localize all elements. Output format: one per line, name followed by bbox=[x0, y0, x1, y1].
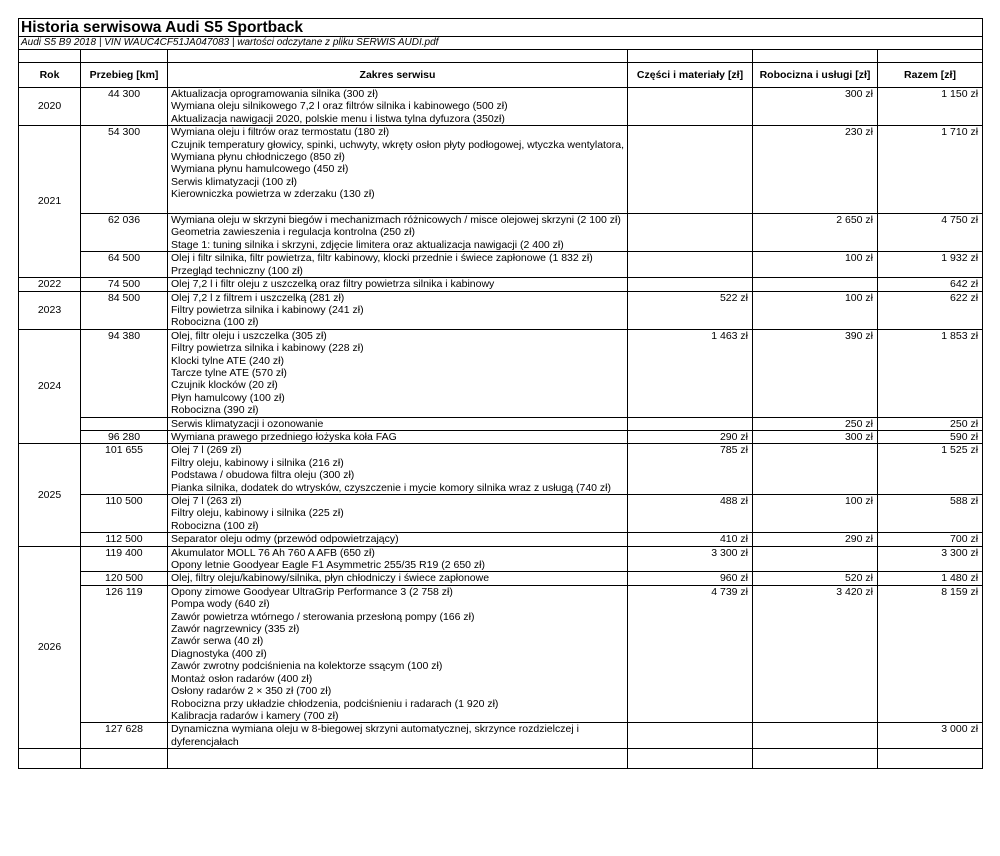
table-row bbox=[19, 723, 983, 749]
service-line: Stage 1: tuning silnika i skrzyni, zdjęcie limitera oraz aktualizacja nawigacji (2 400 zł) bbox=[171, 238, 564, 251]
service-scope-cell bbox=[168, 329, 628, 417]
parts-cost-cell: 1 463 zł bbox=[628, 329, 753, 417]
service-line: Montaż osłon radarów (400 zł) bbox=[171, 672, 313, 685]
service-line: Wymiana prawego przedniego łożyska koła FAG bbox=[171, 430, 397, 443]
total-cost-cell: 250 zł bbox=[878, 417, 983, 430]
total-cost-cell: 1 480 zł bbox=[878, 572, 983, 585]
labor-cost-cell: 100 zł bbox=[753, 495, 878, 533]
parts-cost-cell bbox=[628, 723, 753, 749]
table-row bbox=[19, 533, 983, 546]
service-line: Olej, filtry oleju/kabinowy/silnika, płyn chłodniczy i świece zapłonowe bbox=[171, 572, 490, 585]
total-cost-cell: 3 300 zł bbox=[878, 546, 983, 572]
blank-row bbox=[19, 749, 983, 769]
table-row bbox=[19, 291, 983, 329]
service-line: Pianka silnika, dodatek do wtrysków, czyszczenie i mycie komory silnika wraz z usługą (740 zł) bbox=[171, 481, 612, 494]
service-scope-cell bbox=[168, 723, 628, 749]
service-line: Wymiana płynu hamulcowego (450 zł) bbox=[171, 163, 349, 176]
service-line: Zawór zwrotny podciśnienia na kolektorze ssącym (100 zł) bbox=[171, 660, 443, 673]
service-line: Robocizna (100 zł) bbox=[171, 519, 259, 532]
table-row bbox=[19, 126, 983, 214]
service-line: Serwis klimatyzacji (100 zł) bbox=[171, 175, 298, 188]
service-line bbox=[171, 201, 624, 213]
table-row bbox=[19, 572, 983, 585]
service-line: Kalibracja radarów i kamery (700 zł) bbox=[171, 709, 339, 722]
spacer-row bbox=[19, 50, 983, 63]
service-scope-cell bbox=[168, 546, 628, 572]
table-row bbox=[19, 88, 983, 126]
total-cost-cell: 622 zł bbox=[878, 291, 983, 329]
service-line: Zawór nagrzewnicy (335 zł) bbox=[171, 623, 300, 636]
total-cost-cell: 1 150 zł bbox=[878, 88, 983, 126]
service-line: Olej 7 l (263 zł) bbox=[171, 495, 242, 507]
service-scope-cell bbox=[168, 214, 628, 252]
year-cell: 2022 bbox=[19, 278, 81, 291]
service-scope-cell bbox=[168, 291, 628, 329]
parts-cost-cell bbox=[628, 126, 753, 214]
service-line: Czujnik klocków (20 zł) bbox=[171, 379, 278, 392]
labor-cost-cell: 100 zł bbox=[753, 252, 878, 278]
service-line: Filtry oleju, kabinowy i silnika (216 zł) bbox=[171, 456, 344, 469]
service-line: Olej i filtr silnika, filtr powietrza, filtr kabinowy, klocki przednie i świece zapłonowe (1 832 zł) bbox=[171, 252, 593, 265]
service-line: Robocizna (390 zł) bbox=[171, 404, 259, 417]
service-scope-cell bbox=[168, 585, 628, 722]
service-scope-cell bbox=[168, 572, 628, 585]
parts-cost-cell bbox=[628, 278, 753, 291]
mileage-cell: 112 500 bbox=[81, 533, 168, 546]
header-rok: Rok bbox=[19, 63, 81, 88]
mileage-cell: 44 300 bbox=[81, 88, 168, 126]
table-row bbox=[19, 214, 983, 252]
header-zakres: Zakres serwisu bbox=[168, 63, 628, 88]
parts-cost-cell: 522 zł bbox=[628, 291, 753, 329]
service-line: Klocki tylne ATE (240 zł) bbox=[171, 354, 285, 367]
service-line: Czujnik temperatury głowicy, spinki, uchwyty, wkręty osłon płyty podłogowej, wtyczka wentylatora, bbox=[171, 138, 625, 151]
service-scope-cell bbox=[168, 88, 628, 126]
parts-cost-cell bbox=[628, 88, 753, 126]
service-scope-cell bbox=[168, 430, 628, 443]
service-line: Wymiana oleju i filtrów oraz termostatu (180 zł) bbox=[171, 126, 390, 139]
service-scope-cell bbox=[168, 252, 628, 278]
service-line: Wymiana oleju silnikowego 7,2 l oraz filtrów silnika i kabinowego (500 zł) bbox=[171, 100, 508, 113]
service-line: Pompa wody (640 zł) bbox=[171, 598, 270, 611]
mileage-cell: 64 500 bbox=[81, 252, 168, 278]
service-history-sheet bbox=[18, 18, 982, 769]
service-line: Podstawa / obudowa filtra oleju (300 zł) bbox=[171, 469, 355, 482]
service-scope-cell bbox=[168, 533, 628, 546]
labor-cost-cell: 290 zł bbox=[753, 533, 878, 546]
sheet-subtitle: Audi S5 B9 2018 | VIN WAUC4CF51JA047083 | wartości odczytane z pliku SERWIS AUDI.pdf bbox=[19, 37, 983, 50]
service-line: Zawór serwa (40 zł) bbox=[171, 635, 264, 648]
service-line: Aktualizacja nawigacji 2020, polskie menu i listwa tylna dyfuzora (350zł) bbox=[171, 112, 505, 125]
year-cell: 2025 bbox=[19, 444, 81, 546]
labor-cost-cell: 520 zł bbox=[753, 572, 878, 585]
mileage-cell: 126 119 bbox=[81, 585, 168, 722]
service-line: Opony letnie Goodyear Eagle F1 Asymmetric 255/35 R19 (2 650 zł) bbox=[171, 559, 485, 572]
service-line: Filtry powietrza silnika i kabinowy (228 zł) bbox=[171, 342, 364, 355]
labor-cost-cell bbox=[753, 444, 878, 495]
table-row bbox=[19, 278, 983, 291]
service-line: Przegląd techniczny (100 zł) bbox=[171, 264, 303, 277]
service-line: Dynamiczna wymiana oleju w 8-biegowej skrzyni automatycznej, skrzynce rozdzielczej i bbox=[171, 723, 579, 736]
service-scope-cell bbox=[168, 444, 628, 495]
mileage-cell bbox=[81, 417, 168, 430]
year-cell: 2021 bbox=[19, 126, 81, 278]
total-cost-cell: 1 710 zł bbox=[878, 126, 983, 214]
mileage-cell: 127 628 bbox=[81, 723, 168, 749]
labor-cost-cell: 2 650 zł bbox=[753, 214, 878, 252]
mileage-cell: 62 036 bbox=[81, 214, 168, 252]
total-cost-cell: 3 000 zł bbox=[878, 723, 983, 749]
service-line: Wymiana oleju w skrzyni biegów i mechanizmach różnicowych / misce olejowej skrzyni (2 100 zł) bbox=[171, 214, 621, 227]
service-line: Olej 7,2 l i filtr oleju z uszczelką oraz filtry powietrza silnika i kabinowy bbox=[171, 278, 495, 291]
labor-cost-cell: 300 zł bbox=[753, 88, 878, 126]
total-cost-cell: 590 zł bbox=[878, 430, 983, 443]
service-scope-cell bbox=[168, 417, 628, 430]
parts-cost-cell: 488 zł bbox=[628, 495, 753, 533]
labor-cost-cell: 100 zł bbox=[753, 291, 878, 329]
total-cost-cell: 1 932 zł bbox=[878, 252, 983, 278]
year-cell: 2020 bbox=[19, 88, 81, 126]
total-cost-cell: 700 zł bbox=[878, 533, 983, 546]
service-line: Zawór powietrza wtórnego / sterowania przesłoną pompy (166 zł) bbox=[171, 610, 475, 623]
service-scope-cell bbox=[168, 278, 628, 291]
parts-cost-cell: 290 zł bbox=[628, 430, 753, 443]
service-line: Płyn hamulcowy (100 zł) bbox=[171, 391, 285, 404]
total-cost-cell: 642 zł bbox=[878, 278, 983, 291]
mileage-cell: 96 280 bbox=[81, 430, 168, 443]
mileage-cell: 119 400 bbox=[81, 546, 168, 572]
service-line: Robocizna (100 zł) bbox=[171, 316, 259, 329]
labor-cost-cell: 300 zł bbox=[753, 430, 878, 443]
header-przebieg: Przebieg [km] bbox=[81, 63, 168, 88]
mileage-cell: 54 300 bbox=[81, 126, 168, 214]
table-row bbox=[19, 417, 983, 430]
service-line: dyferencjałach bbox=[171, 735, 239, 748]
labor-cost-cell: 3 420 zł bbox=[753, 585, 878, 722]
year-cell: 2024 bbox=[19, 329, 81, 444]
service-line: Kierowniczka powietrza w zderzaku (130 zł) bbox=[171, 188, 375, 201]
year-cell: 2023 bbox=[19, 291, 81, 329]
parts-cost-cell: 785 zł bbox=[628, 444, 753, 495]
parts-cost-cell: 4 739 zł bbox=[628, 585, 753, 722]
service-line: Akumulator MOLL 76 Ah 760 A AFB (650 zł) bbox=[171, 546, 375, 559]
parts-cost-cell: 410 zł bbox=[628, 533, 753, 546]
parts-cost-cell: 3 300 zł bbox=[628, 546, 753, 572]
service-line: Olej, filtr oleju i uszczelka (305 zł) bbox=[171, 329, 327, 342]
mileage-cell: 120 500 bbox=[81, 572, 168, 585]
parts-cost-cell bbox=[628, 417, 753, 430]
service-line: Filtry powietrza silnika i kabinowy (241 zł) bbox=[171, 303, 364, 316]
service-line: Diagnostyka (400 zł) bbox=[171, 647, 267, 660]
parts-cost-cell bbox=[628, 214, 753, 252]
total-cost-cell: 4 750 zł bbox=[878, 214, 983, 252]
service-line: Olej 7 l (269 zł) bbox=[171, 444, 242, 457]
mileage-cell: 110 500 bbox=[81, 495, 168, 533]
table-row bbox=[19, 585, 983, 722]
mileage-cell: 74 500 bbox=[81, 278, 168, 291]
service-scope-cell bbox=[168, 495, 628, 533]
labor-cost-cell bbox=[753, 723, 878, 749]
labor-cost-cell: 230 zł bbox=[753, 126, 878, 214]
service-line: Opony zimowe Goodyear UltraGrip Performance 3 (2 758 zł) bbox=[171, 585, 453, 598]
table-row bbox=[19, 444, 983, 495]
total-cost-cell: 8 159 zł bbox=[878, 585, 983, 722]
mileage-cell: 94 380 bbox=[81, 329, 168, 417]
service-line: Aktualizacja oprogramowania silnika (300 zł) bbox=[171, 88, 379, 100]
total-cost-cell: 1 853 zł bbox=[878, 329, 983, 417]
service-line: Robocizna przy układzie chłodzenia, podciśnieniu i radarach (1 920 zł) bbox=[171, 697, 499, 710]
header-robocizna: Robocizna i usługi [zł] bbox=[753, 63, 878, 88]
header-czesci: Części i materiały [zł] bbox=[628, 63, 753, 88]
header-row bbox=[19, 63, 983, 88]
service-line: Wymiana płynu chłodniczego (850 zł) bbox=[171, 151, 345, 164]
labor-cost-cell bbox=[753, 546, 878, 572]
table-row bbox=[19, 430, 983, 443]
labor-cost-cell: 390 zł bbox=[753, 329, 878, 417]
sheet-title: Historia serwisowa Audi S5 Sportback bbox=[19, 19, 983, 37]
table-row bbox=[19, 329, 983, 417]
service-line: Separator oleju odmy (przewód odpowietrzający) bbox=[171, 533, 399, 546]
labor-cost-cell: 250 zł bbox=[753, 417, 878, 430]
service-line: Osłony radarów 2 × 350 zł (700 zł) bbox=[171, 685, 332, 698]
total-cost-cell: 1 525 zł bbox=[878, 444, 983, 495]
mileage-cell: 101 655 bbox=[81, 444, 168, 495]
year-cell: 2026 bbox=[19, 546, 81, 749]
service-line: Olej 7,2 l z filtrem i uszczelką (281 zł) bbox=[171, 291, 345, 304]
parts-cost-cell bbox=[628, 252, 753, 278]
service-table bbox=[18, 18, 983, 769]
service-line: Serwis klimatyzacji i ozonowanie bbox=[171, 417, 324, 430]
service-scope-cell bbox=[168, 126, 628, 214]
table-row bbox=[19, 495, 983, 533]
table-row bbox=[19, 546, 983, 572]
labor-cost-cell bbox=[753, 278, 878, 291]
service-line: Filtry oleju, kabinowy i silnika (225 zł) bbox=[171, 507, 344, 520]
service-line: Tarcze tylne ATE (570 zł) bbox=[171, 366, 287, 379]
header-razem: Razem [zł] bbox=[878, 63, 983, 88]
table-row bbox=[19, 252, 983, 278]
service-line: Geometria zawieszenia i regulacja kontrolna (250 zł) bbox=[171, 226, 415, 239]
total-cost-cell: 588 zł bbox=[878, 495, 983, 533]
mileage-cell: 84 500 bbox=[81, 291, 168, 329]
parts-cost-cell: 960 zł bbox=[628, 572, 753, 585]
